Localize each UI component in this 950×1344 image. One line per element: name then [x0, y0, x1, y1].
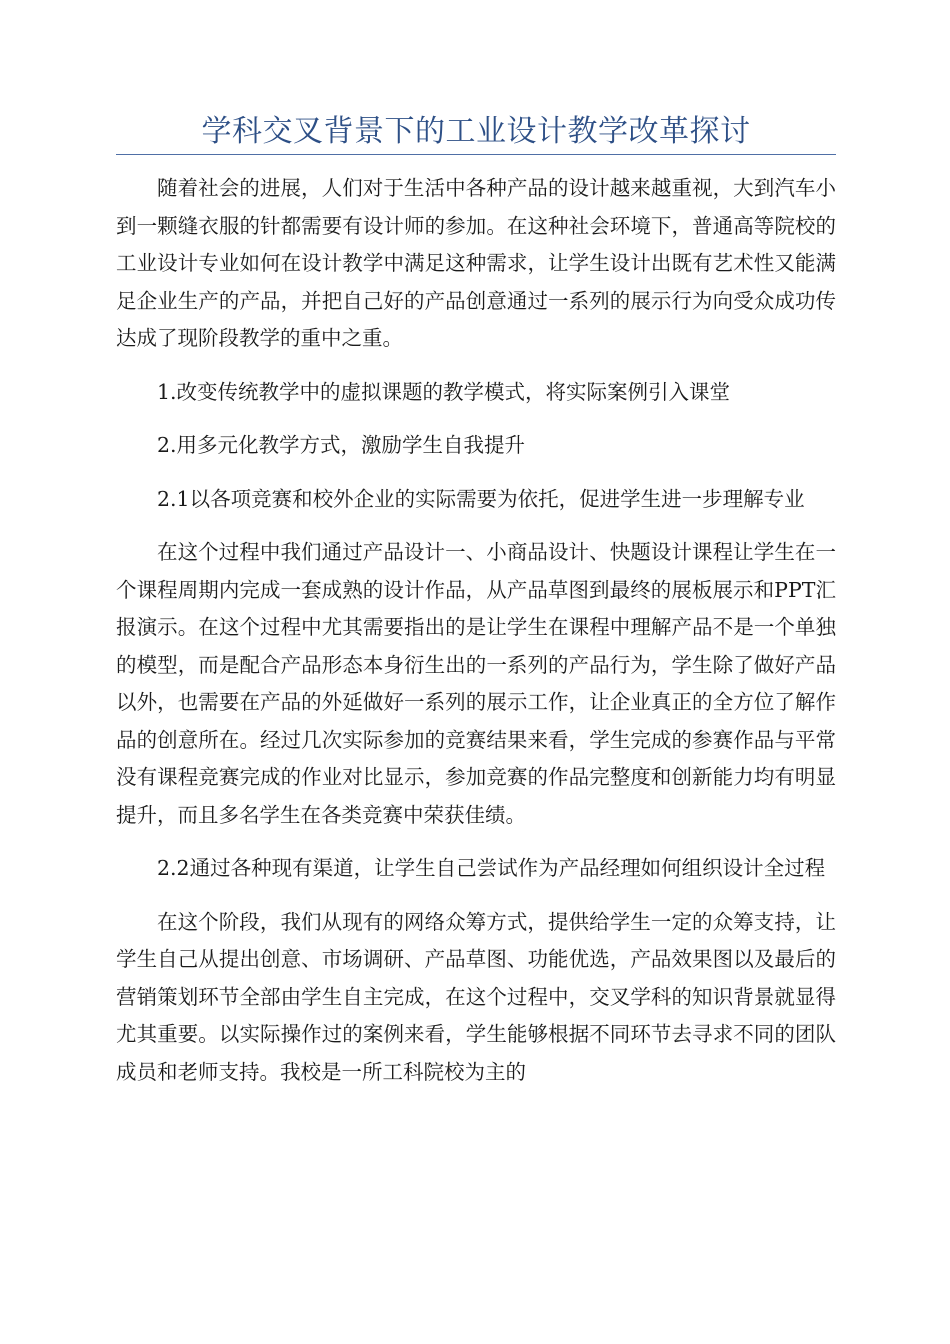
paragraph-2-2-body: 在这个阶段，我们从现有的网络众筹方式，提供给学生一定的众筹支持，让学生自己从提出创意、市场调研、产品草图、功能优选，产品效果图以及最后的营销策划环节全部由学生自主完成，在这个过程中，交叉学科的知识背景就显得尤其重要。以实际操作过的案例来看，学生能够根据不同环节去寻求不同的团队成员和老师支持。我校是一所工科院校为主的: [116, 909, 836, 1084]
title-underline: [116, 154, 836, 155]
heading-2: 2.用多元化教学方式，激励学生自我提升: [157, 433, 526, 457]
document-title: 学科交叉背景下的工业设计教学改革探讨: [201, 114, 751, 149]
paragraph-spacer: [116, 358, 836, 374]
paragraph-spacer: [116, 411, 836, 427]
heading-2-2: 2.2通过各种现有渠道，让学生自己尝试作为产品经理如何组织设计全过程: [157, 856, 826, 880]
heading-1: 1.改变传统教学中的虚拟课题的教学模式，将实际案例引入课堂: [157, 379, 731, 404]
paragraph-2-1-body: 在这个过程中我们通过产品设计一、小商品设计、快题设计课程让学生在一个课程周期内完成一套成熟的设计作品，从产品草图到最终的展板展示和PPT汇报演示。在这个过程中尤其需要指出的是让学生在课程中理解产品不是一个单独的模型，而是配合产品形态本身衍生出的一系列的产品行为，学生除了做好产品以外，也需要在产品的外延做好一系列的展示工作，让企业真正的全方位了解作品的创意所在。经过几次实际参加的竞赛结果来看，学生完成的参赛作品与平常没有课程竞赛完成的作业对比显示，参加竞赛的作品完整度和创新能力均有明显提升，而且多名学生在各类竞赛中荣获佳绩。: [116, 540, 836, 827]
paragraph-intro: 随着社会的进展，人们对于生活中各种产品的设计越来越重视，大到汽车小到一颗缝衣服的针都需要有设计师的参加。在这种社会环境下，普通高等院校的工业设计专业如何在设计教学中满足这种需求，让学生设计出既有艺术性又能满足企业生产的产品，并把自己好的产品创意通过一系列的展示行为向受众成功传达成了现阶段教学的重中之重。: [116, 176, 836, 350]
document-body: [116, 170, 836, 1091]
paragraph-spacer: [116, 834, 836, 850]
paragraph-spacer: [116, 465, 836, 481]
paragraph-spacer: [116, 518, 836, 534]
heading-2-1: 2.1以各项竞赛和校外企业的实际需要为依托，促进学生进一步理解专业: [157, 486, 805, 511]
paragraph-spacer: [116, 888, 836, 904]
